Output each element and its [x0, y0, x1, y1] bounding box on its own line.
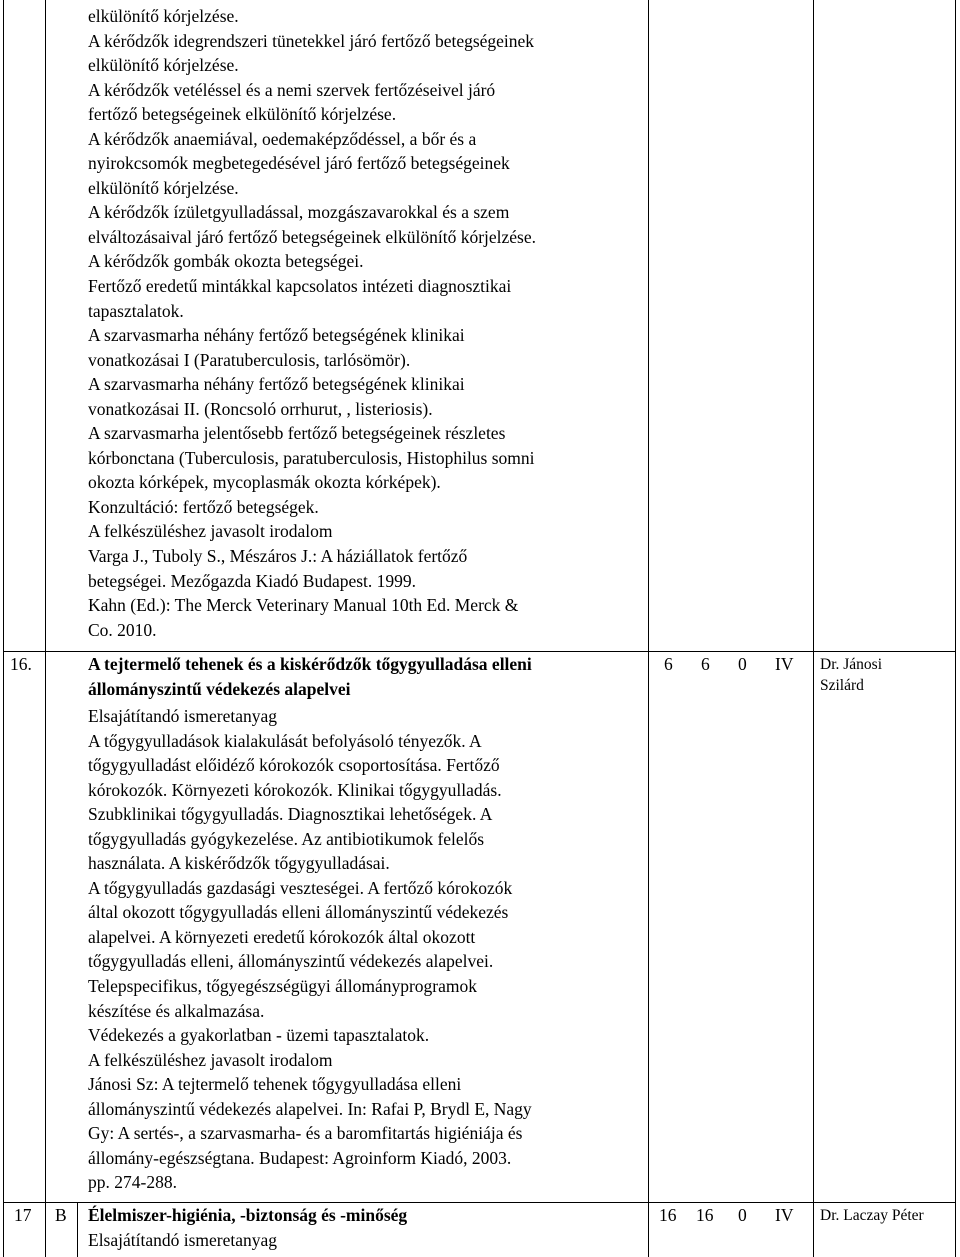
- row-16-line: tőgygyulladást előidéző kórokozók csoportosítása. Fertőző: [88, 755, 500, 776]
- row-16-line: használata. A kiskérődzők tőgygyulladásai.: [88, 853, 390, 874]
- row-15-line: kórbonctana (Tuberculosis, paratuberculosis, Histophilus somni: [88, 447, 535, 468]
- row-15-line: A kérődzők gombák okozta betegségei.: [88, 251, 364, 272]
- row-15-line: vonatkozásai II. (Roncsoló orrhurut, , listeriosis).: [88, 398, 433, 419]
- row-16-line: A felkészüléshez javasolt irodalom: [88, 1049, 333, 1070]
- row-16-number: 16.: [10, 654, 32, 674]
- row-15-line: Konzultáció: fertőző betegségek.: [88, 496, 319, 517]
- row-15-line: A szarvasmarha néhány fertőző betegségének klinikai: [88, 374, 465, 395]
- row-16-lecturer-line: Dr. Jánosi: [820, 656, 882, 673]
- row-16-content: [88, 704, 648, 1195]
- row-15-line: A szarvasmarha jelentősebb fertőző betegségeinek részletes: [88, 423, 506, 444]
- row-15-line: elkülönítő kórjelzése.: [88, 6, 239, 26]
- row-15-line: betegségei. Mezőgazda Kiadó Budapest. 1999.: [88, 570, 417, 591]
- row-16-line: Telepspecifikus, tőgyegészségügyi állományprogramok: [88, 976, 478, 997]
- row-16-semester: IV: [775, 654, 794, 674]
- row-15-line: A szarvasmarha néhány fertőző betegségének klinikai: [88, 325, 465, 346]
- column-divider-type: [77, 1202, 78, 1257]
- row-15-line: A kérődzők vetéléssel és a nemi szervek fertőzéseivel járó: [88, 79, 496, 100]
- column-divider-content: [648, 0, 649, 1257]
- row-15-line: vonatkozásai I (Paratuberculosis, tarlósömör).: [88, 349, 411, 370]
- row-15-line: okozta kórképek, mycoplasmák okozta kórképek).: [88, 472, 441, 493]
- row-17-content-first-line: Elsajátítandó ismeretanyag: [88, 1230, 278, 1250]
- table-border-right: [955, 0, 956, 1257]
- row-16-line: alapelvei. A környezeti eredetű kórokozók által okozott: [88, 926, 476, 947]
- row-15-line: tapasztalatok.: [88, 300, 184, 321]
- row-16-line: A tőgygyulladások kialakulását befolyásoló tényezők. A: [88, 730, 482, 751]
- row-16-line: által okozott tőgygyulladás elleni állományszintű védekezés: [88, 902, 509, 923]
- row-16-line: tőgygyulladás gyógykezelése. Az antibiotikumok felelős: [88, 828, 485, 849]
- row-15-line: nyirokcsomók megbetegedésével járó fertőző betegségeinek: [88, 153, 510, 174]
- row-17-number: 17: [14, 1205, 32, 1225]
- row-17-type: B: [55, 1205, 67, 1225]
- row-16-line: tőgygyulladás elleni, állományszintű védekezés alapelvei.: [88, 951, 494, 972]
- row-16-hours-1: 6: [664, 654, 673, 674]
- row-16-line: A tőgygyulladás gazdasági veszteségei. A fertőző kórokozók: [88, 877, 513, 898]
- row-16-line: Szubklinikai tőgygyulladás. Diagnosztikai lehetőségek. A: [88, 804, 493, 825]
- row-16-line: kórokozók. Környezeti kórokozók. Klinikai tőgygyulladás.: [88, 779, 502, 800]
- row-15-line: elkülönítő kórjelzése.: [88, 55, 239, 76]
- row-15-line: Co. 2010.: [88, 619, 157, 640]
- row-15-line: A kérődzők anaemiával, oedemaképződéssel, a bőr és a: [88, 128, 477, 149]
- row-17-hours-1: 16: [659, 1205, 677, 1225]
- row-16-lecturer-line: Szilárd: [820, 677, 864, 694]
- row-17-title: Élelmiszer-higiénia, -biztonság és -minőség: [88, 1205, 408, 1225]
- row-16-hours-2: 6: [701, 654, 710, 674]
- column-divider-lecturer: [813, 0, 814, 1257]
- row-16-line: állományszintű védekezés alapelvei. In: Rafai P, Brydl E, Nagy: [88, 1098, 532, 1119]
- row-15-line: Fertőző eredetű mintákkal kapcsolatos intézeti diagnosztikai: [88, 276, 512, 297]
- row-16-line: készítése és alkalmazása.: [88, 1000, 265, 1021]
- row-16-title-line: állományszintű védekezés alapelvei: [88, 678, 351, 699]
- row-16-line: állomány-egészségtana. Budapest: Agroinform Kiadó, 2003.: [88, 1147, 512, 1168]
- row-16-hours-3: 0: [738, 654, 747, 674]
- row-15-content: [88, 4, 648, 642]
- row-16-line: pp. 274-288.: [88, 1172, 177, 1193]
- row-16-line: Jánosi Sz: A tejtermelő tehenek tőgygyulladása elleni: [88, 1074, 462, 1095]
- row-16-line: Védekezés a gyakorlatban - üzemi tapasztalatok.: [88, 1025, 430, 1046]
- row-17-lecturer: Dr. Laczay Péter: [820, 1207, 924, 1224]
- row-17-hours-3: 0: [738, 1205, 747, 1225]
- column-divider-number: [45, 0, 46, 1257]
- row-16-line: Gy: A sertés-, a szarvasmarha- és a baromfitartás higiéniája és: [88, 1123, 523, 1144]
- row-17-hours-2: 16: [696, 1205, 714, 1225]
- row-15-line: A kérődzők ízületgyulladással, mozgászavarokkal és a szem: [88, 202, 510, 223]
- row-15-line: A felkészüléshez javasolt irodalom: [88, 521, 333, 542]
- table-border-left: [3, 0, 4, 1257]
- row-15-line: elváltozásaival járó fertőző betegségeinek elkülönítő kórjelzése.: [88, 226, 537, 247]
- row-16-title: [88, 652, 648, 701]
- row-15-line: fertőző betegségeinek elkülönítő kórjelzése.: [88, 104, 397, 125]
- row-15-line: elkülönítő kórjelzése.: [88, 177, 239, 198]
- row-15-line: A kérődzők idegrendszeri tünetekkel járó fertőző betegségeinek: [88, 30, 535, 51]
- row-15-line: Varga J., Tuboly S., Mészáros J.: A háziállatok fertőző: [88, 546, 468, 567]
- row-16-line: Elsajátítandó ismeretanyag: [88, 706, 278, 726]
- row-16-title-line: A tejtermelő tehenek és a kiskérődzők tőgygyulladása elleni: [88, 654, 532, 674]
- row-15-line: Kahn (Ed.): The Merck Veterinary Manual 10th Ed. Merck &: [88, 595, 519, 616]
- row-17-semester: IV: [775, 1205, 794, 1225]
- row-16-lecturer: [820, 654, 882, 696]
